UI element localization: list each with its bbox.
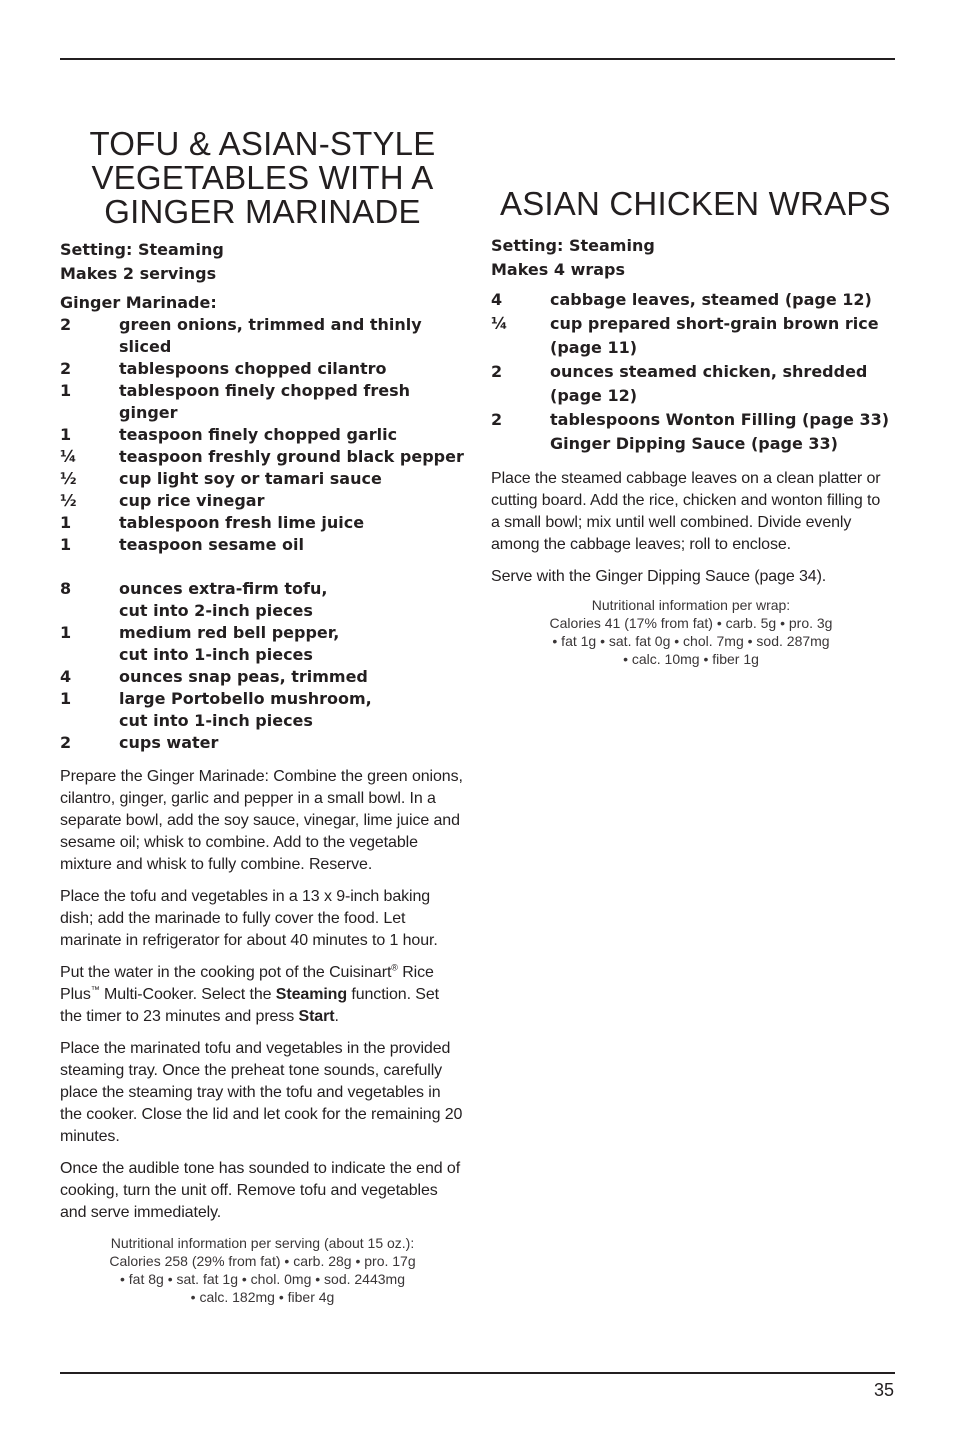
ingredient-text bbox=[119, 534, 465, 556]
nutrition-line: • fat 8g • sat. fat 1g • chol. 0mg • sod. 2443mg bbox=[120, 1271, 405, 1287]
ingredient-quantity: 4 bbox=[491, 290, 503, 309]
ingredient-line: green onions, trimmed and thinly sliced bbox=[119, 315, 422, 356]
ingredient-row bbox=[60, 468, 465, 490]
ingredient-line: tablespoons chopped cilantro bbox=[119, 359, 387, 378]
instruction-paragraph: Once the audible tone has sounded to indicate the end of cooking, turn the unit off. Remove tofu and vegetables and serve immediately. bbox=[60, 1160, 461, 1221]
title-line-2: VEGETABLES WITH A bbox=[91, 159, 434, 196]
ingredient-text bbox=[119, 468, 465, 490]
ingredient-line: ounces snap peas, trimmed bbox=[119, 667, 368, 686]
ingredient-line: cut into 2-inch pieces bbox=[119, 601, 313, 620]
ingredient-row bbox=[60, 512, 465, 534]
ingredient-row bbox=[491, 312, 891, 360]
ingredient-line: (page 11) bbox=[550, 338, 638, 357]
page-number: 35 bbox=[873, 1380, 894, 1400]
chicken-wraps-recipe bbox=[491, 187, 891, 668]
ingredient-line: tablespoon fresh lime juice bbox=[119, 513, 365, 532]
ingredient-text bbox=[119, 732, 465, 754]
tofu-recipe-title bbox=[60, 127, 465, 229]
ingredient-row bbox=[491, 288, 891, 312]
ingredient-line: cup rice vinegar bbox=[119, 491, 265, 510]
ingredient-line: cut into 1-inch pieces bbox=[119, 711, 313, 730]
ingredient-line: teaspoon finely chopped garlic bbox=[119, 425, 398, 444]
ingredient-row bbox=[60, 666, 465, 688]
chicken-wraps-meta bbox=[491, 234, 891, 282]
nutrition-info bbox=[491, 596, 891, 668]
instruction-paragraph: Put the water in the cooking pot of the Cuisinart® Rice Plus™ Multi-Cooker. Select the Steaming function. Set the timer to 23 minutes and press Start. bbox=[60, 962, 440, 1025]
nutrition-line: • calc. 10mg • fiber 1g bbox=[623, 651, 759, 667]
ingredient-line: tablespoons Wonton Filling (page 33) bbox=[550, 410, 890, 429]
ingredient-line: cabbage leaves, steamed (page 12) bbox=[550, 290, 872, 309]
servings-text: Makes 2 servings bbox=[60, 264, 217, 283]
ingredient-text bbox=[550, 312, 891, 360]
marinade-heading: Ginger Marinade: bbox=[60, 293, 217, 312]
nutrition-line: • fat 1g • sat. fat 0g • chol. 7mg • sod. 287mg bbox=[552, 633, 830, 649]
ingredient-row bbox=[60, 622, 465, 666]
ingredient-row bbox=[60, 314, 465, 358]
instruction-paragraph: Place the steamed cabbage leaves on a clean platter or cutting board. Add the rice, chicken and wonton filling to a small bowl; mix until well combined. Divide evenly among the cabbage leaves; roll to enclose. bbox=[491, 470, 881, 553]
ingredient-quantity: 4 bbox=[60, 667, 72, 686]
nutrition-line: • calc. 182mg • fiber 4g bbox=[190, 1289, 335, 1305]
ingredient-quantity: 1 bbox=[60, 425, 72, 444]
marinade-ingredient-list bbox=[60, 314, 465, 556]
setting-text: Setting: Steaming bbox=[491, 236, 655, 255]
ingredient-quantity: ¼ bbox=[491, 314, 508, 333]
nutrition-line: Nutritional information per serving (about 15 oz.): bbox=[110, 1235, 415, 1251]
ingredient-text bbox=[119, 578, 465, 622]
instruction-paragraph: Place the marinated tofu and vegetables in the provided steaming tray. Once the preheat tone sounds, carefully place the steaming tray with the tofu and vegetables in the cooker. Close the lid and let cook for the remaining 20 minutes. bbox=[60, 1040, 463, 1145]
ingredient-text bbox=[550, 360, 891, 408]
ingredient-quantity: 8 bbox=[60, 579, 72, 598]
ingredient-quantity: 1 bbox=[60, 513, 72, 532]
nutrition-line: Calories 41 (17% from fat) • carb. 5g • pro. 3g bbox=[549, 615, 833, 631]
ingredient-text bbox=[119, 666, 465, 688]
ingredient-line: medium red bell pepper, bbox=[119, 623, 340, 642]
ingredient-line: (page 12) bbox=[550, 386, 638, 405]
ingredient-line: cup light soy or tamari sauce bbox=[119, 469, 382, 488]
ingredient-row bbox=[60, 490, 465, 512]
nutrition-line: Nutritional information per wrap: bbox=[591, 597, 791, 613]
ingredient-text bbox=[119, 424, 465, 446]
ingredient-quantity: 2 bbox=[60, 315, 72, 334]
ingredient-line: cup prepared short-grain brown rice bbox=[550, 314, 879, 333]
ingredient-quantity: ½ bbox=[60, 469, 77, 488]
ingredient-line: teaspoon freshly ground black pepper bbox=[119, 447, 464, 466]
top-rule bbox=[60, 58, 895, 60]
ingredient-quantity: 1 bbox=[60, 381, 72, 400]
ingredient-text bbox=[119, 622, 465, 666]
wraps-ingredient-list bbox=[491, 288, 891, 456]
tofu-recipe bbox=[60, 127, 465, 1306]
ingredient-text bbox=[550, 288, 891, 312]
ingredient-text bbox=[119, 358, 465, 380]
ingredient-text bbox=[119, 512, 465, 534]
ingredient-quantity: 1 bbox=[60, 623, 72, 642]
ingredient-text bbox=[119, 490, 465, 512]
tofu-recipe-meta bbox=[60, 238, 465, 286]
ingredient-quantity: ½ bbox=[60, 491, 77, 510]
ingredient-line: large Portobello mushroom, bbox=[119, 689, 372, 708]
ingredient-quantity: 1 bbox=[60, 535, 72, 554]
setting-text: Setting: Steaming bbox=[60, 240, 224, 259]
ingredient-row bbox=[60, 732, 465, 754]
ingredient-line: Ginger Dipping Sauce (page 33) bbox=[550, 434, 838, 453]
servings-text: Makes 4 wraps bbox=[491, 260, 626, 279]
ingredient-row bbox=[60, 446, 465, 468]
ingredient-line: cups water bbox=[119, 733, 219, 752]
instruction-paragraph: Serve with the Ginger Dipping Sauce (page 34). bbox=[491, 568, 827, 585]
ingredient-row bbox=[60, 688, 465, 732]
ingredient-row bbox=[60, 534, 465, 556]
ingredient-text bbox=[119, 314, 465, 358]
bottom-rule bbox=[60, 1372, 895, 1374]
ingredient-row bbox=[60, 424, 465, 446]
ingredient-row bbox=[491, 408, 891, 456]
ingredient-row bbox=[60, 358, 465, 380]
instruction-paragraph: Prepare the Ginger Marinade: Combine the green onions, cilantro, ginger, garlic and pepper in a small bowl. In a separate bowl, add the soy sauce, vinegar, lime juice and sesame oil; whisk to combine. Add to the vegetable mixture and whisk to fully combine. Reserve. bbox=[60, 768, 463, 873]
ingredient-quantity: 2 bbox=[491, 410, 503, 429]
instruction-paragraph: Place the tofu and vegetables in a 13 x 9-inch baking dish; add the marinade to fully cover the food. Let marinate in refrigerator for about 40 minutes to 1 hour. bbox=[60, 888, 438, 949]
ingredient-row bbox=[491, 360, 891, 408]
ingredient-row bbox=[60, 578, 465, 622]
ingredient-quantity: 2 bbox=[491, 362, 503, 381]
ingredient-quantity: 2 bbox=[60, 359, 72, 378]
ingredient-quantity: 1 bbox=[60, 689, 72, 708]
ingredient-quantity: ¼ bbox=[60, 447, 77, 466]
ingredient-line: ounces steamed chicken, shredded bbox=[550, 362, 868, 381]
ingredient-line: cut into 1-inch pieces bbox=[119, 645, 313, 664]
ingredient-text bbox=[550, 408, 891, 456]
main-ingredient-list bbox=[60, 578, 465, 754]
title-line-3: GINGER MARINADE bbox=[104, 193, 421, 230]
ingredient-line: ounces extra-firm tofu, bbox=[119, 579, 328, 598]
ingredient-row bbox=[60, 380, 465, 424]
ingredient-text bbox=[119, 688, 465, 732]
chicken-wraps-title: ASIAN CHICKEN WRAPS bbox=[500, 185, 891, 222]
nutrition-line: Calories 258 (29% from fat) • carb. 28g • pro. 17g bbox=[109, 1253, 416, 1269]
ingredient-text bbox=[119, 446, 465, 468]
ingredient-line: tablespoon finely chopped fresh ginger bbox=[119, 381, 411, 422]
ingredient-line: teaspoon sesame oil bbox=[119, 535, 304, 554]
ingredient-quantity: 2 bbox=[60, 733, 72, 752]
title-line-1: TOFU & ASIAN-STYLE bbox=[89, 125, 436, 162]
nutrition-info bbox=[60, 1234, 465, 1306]
ingredient-text bbox=[119, 380, 465, 424]
